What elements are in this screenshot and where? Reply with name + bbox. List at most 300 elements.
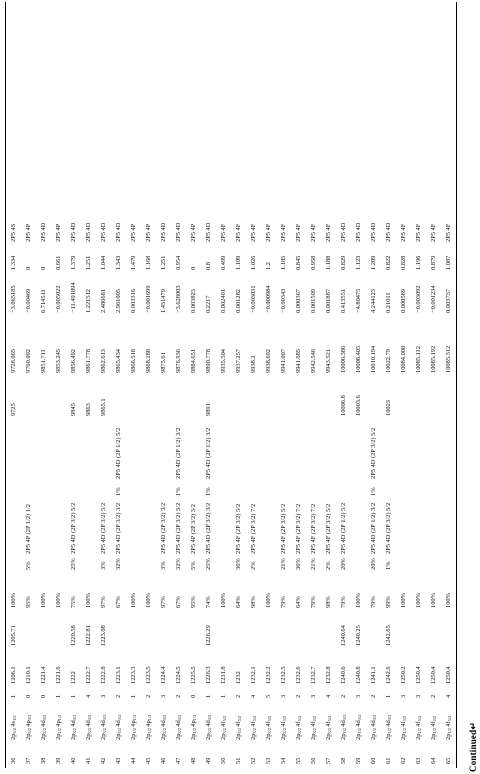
cell-j: 4 [445,694,452,698]
cell-j: 1 [205,694,212,698]
cell-j: 2 [145,694,152,698]
cell-label: 2P5 4P [130,223,137,242]
table-row [21,2,36,768]
table-row [441,2,456,768]
cell-index: 51 [235,757,242,764]
cell-configuration: $2p_{3/2}$ $4f_{5/2}$ [250,715,257,740]
table-row [186,2,201,768]
cell-weight-main: 100% [355,593,362,608]
cell-j: 3 [355,694,362,698]
table-row [381,2,396,768]
cell-energy-calc: 1232.7 [310,666,317,684]
cell-index: 55 [295,757,302,764]
table-row [111,2,126,768]
cell-energy-obs: 1222.81 [85,625,92,646]
cell-state-second: 2P5 4P (2P 1/2) 1/2 [25,504,32,554]
cell-index: 52 [250,757,257,764]
cell-state-third: 2P5 4D (2P 3/2) 5/2 [370,427,377,479]
cell-wavenumber-calc: 9941.685 [295,349,302,373]
cell-wavenumber-calc: 10084.008 [400,345,407,373]
cell-difference: 0.001887 [325,289,332,313]
cell-j: 4 [325,694,332,698]
cell-energy-calc: 1224.4 [160,666,167,684]
cell-label: 2P5 4F [220,223,227,242]
cell-state-second: 2P5 4D (2P 1/2) 5/2 [340,502,347,554]
cell-j: 0 [25,694,32,698]
cell-j: 0 [190,694,197,698]
cell-g-factor: 1.026 [250,255,257,270]
cell-weight-main: 100% [400,593,407,608]
cell-energy-calc: 1225.5 [190,666,197,684]
cell-energy-calc: 1232.5 [280,666,287,684]
cell-configuration: $2p_{1/2}$ $4d_{3/2}$ [385,714,392,740]
cell-difference: 2.961005 [115,289,122,313]
cell-energy-obs: 1220.58 [70,625,77,646]
cell-weight-main: 100% [445,593,452,608]
cell-weight-main: 79% [310,596,317,608]
cell-label: 2P5 4F [265,223,272,242]
table-row [276,2,291,768]
cell-configuration: $2p_{3/2}$ $4f_{5/2}$ [235,715,242,740]
cell-g-factor: 1.188 [325,255,332,270]
cell-weight-main: 100% [415,593,422,608]
cell-g-factor: 0.499 [220,255,227,270]
cell-configuration: $2p_{3/2}$ $4f_{5/2}$ [325,715,332,740]
cell-difference: −0.00343 [280,288,287,313]
cell-energy-obs: 1240.64 [340,625,347,646]
table-row [411,2,426,768]
cell-j: 2 [370,694,377,698]
cell-weight-second: 21% [280,558,287,570]
cell-wavenumber-obs: 10023 [385,400,392,416]
cell-j: 4 [250,694,257,698]
cell-g-factor: 0 [190,266,197,270]
cell-wavenumber-calc: 9728.065 [10,349,17,373]
cell-energy-calc: 1232.8 [325,666,332,684]
cell-configuration: $2p_{1/2}$ $4p_{1/2}$ [190,714,197,740]
table-row [51,2,66,768]
cell-state-second: 2P5 4F (2P 3/2) 5/2 [235,503,242,554]
cell-weight-main: 100% [265,593,272,608]
cell-difference: 0.413551 [340,289,347,313]
cell-energy-calc: 1222.7 [85,666,92,684]
cell-weight-main: 100% [130,593,137,608]
table-row [231,2,246,768]
cell-difference: −0.001234 [430,285,437,313]
cell-wavenumber-calc: 9938.692 [265,349,272,373]
table-row [126,2,141,768]
cell-difference: 2.486681 [100,289,107,313]
cell-energy-obs: 1205.71 [10,625,17,646]
table-row [81,2,96,768]
cell-index: 40 [70,757,77,764]
cell-index: 42 [100,757,107,764]
cell-index: 47 [175,757,182,764]
cell-configuration: $2p_{3/2}$ $4d_{3/2}$ [160,714,167,740]
cell-wavenumber-calc: 9942.546 [310,349,317,373]
cell-label: 2P5 4F [400,223,407,242]
cell-index: 65 [445,757,452,764]
cell-difference: 0.21011 [385,292,392,313]
table-row [201,2,216,768]
cell-wavenumber-calc: 10085.112 [415,346,422,373]
cell-weight-second: 2% [250,561,257,570]
cell-configuration: $2p_{5/2}$ $4s_{1/2}$ [10,715,17,740]
cell-j: 2 [295,694,302,698]
cell-wavenumber-obs: 9865.1 [100,398,107,416]
cell-j: 2 [235,694,242,698]
cell-index: 39 [55,757,62,764]
cell-difference: 6.714511 [40,289,47,313]
cell-energy-calc: 1223.3 [130,666,137,684]
cell-wavenumber-calc: 10085.192 [430,345,437,373]
cell-configuration: $2p_{3/2}$ $4d_{3/2}$ [70,714,77,740]
cell-wavenumber-obs: 9863 [85,403,92,416]
cell-wavenumber-calc: 9856.492 [70,349,77,373]
cell-weight-main: 100% [430,593,437,608]
cell-label: 2P5 4F [310,223,317,242]
cell-energy-calc: 1223.5 [145,666,152,684]
cell-energy-calc: 1224.5 [175,666,182,684]
cell-difference: −0.001699 [145,285,152,313]
cell-energy-calc: 1221.6 [55,666,62,684]
cell-j: 3 [310,694,317,698]
cell-wavenumber-calc: 10006.386 [340,345,347,373]
cell-wavenumber-calc: 9851.711 [40,349,47,373]
cell-j: 1 [130,694,137,698]
cell-wavenumber-calc: 9935.504 [220,349,227,373]
cell-weight-second: 32% [175,558,182,570]
cell-weight-second: 3% [160,561,167,570]
cell-wavenumber-calc: 9866.518 [130,349,137,373]
cell-j: 3 [100,694,107,698]
cell-configuration: $2p_{3/2}$ $4f_{5/2}$ [265,715,272,740]
cell-j: 3 [415,694,422,698]
cell-index: 44 [130,757,137,764]
cell-index: 50 [220,757,227,764]
cell-state-third: 2P5 4D (2P 1/2) 3/2 [175,427,182,479]
cell-g-factor: 1.087 [445,255,452,270]
cell-index: 63 [415,757,422,764]
cell-g-factor: 0.829 [340,255,347,270]
cell-g-factor: 1.334 [10,255,17,270]
cell-g-factor: 1.123 [355,255,362,270]
cell-difference: 0.003737 [445,289,452,313]
cell-energy-calc: 1206.1 [10,666,17,684]
cell-index: 53 [265,757,272,764]
table-row [141,2,156,768]
cell-state-second: 2P5 4F (2P 3/2) 7/2 [250,503,257,554]
cell-difference: 1.221512 [85,289,92,313]
cell-difference: −4.80475 [355,288,362,313]
cell-g-factor: 1.2 [265,262,272,270]
cell-configuration: $2p_{1/2}$ $4p_{1/2}$ [55,714,62,740]
cell-state-second: 2P5 4D (2P 3/2) 5/2 [175,502,182,554]
cell-index: 59 [355,757,362,764]
cell-energy-calc: 1240.6 [340,666,347,684]
cell-g-factor: 0 [25,266,32,270]
table-row [261,2,276,768]
cell-g-factor: 0.879 [430,255,437,270]
cell-configuration: $2p_{3/2}$ $4d_{3/2}$ [205,714,212,740]
cell-index: 41 [85,757,92,764]
cell-label: 2P5 4D [85,222,92,242]
cell-index: 54 [280,757,287,764]
cell-configuration: $2p_{3/2}$ $4d_{3/2}$ [115,714,122,740]
cell-label: 2P5 4P [145,223,152,242]
cell-index: 62 [400,757,407,764]
cell-state-second: 2P5 4D (2P 3/2) 3/2 [115,502,122,554]
cell-label: 2P5 4F [295,223,302,242]
cell-energy-calc: 1223.1 [115,666,122,684]
cell-label: 2P5 4F [250,223,257,242]
cell-j: 3 [400,694,407,698]
cell-j: 4 [85,694,92,698]
cell-weight-main: 100% [85,593,92,608]
cell-weight-main: 64% [235,596,242,608]
cell-wavenumber-calc: 9875.61 [160,352,167,373]
cell-difference: 0.002401 [220,289,227,313]
cell-label: 2P5 4D [370,222,377,242]
continued-header: Continued↵ [468,721,478,772]
cell-configuration: $2p_{1/2}$ $4d_{3/2}$ [370,714,377,740]
cell-g-factor: 1.251 [160,255,167,270]
cell-label: 2P5 4D [205,222,212,242]
cell-wavenumber-calc: 9884.651 [190,349,197,373]
cell-wavenumber-calc: 10008.405 [355,345,362,373]
table-row [366,2,381,768]
cell-configuration: $2p_{3/2}$ $4f_{5/2}$ [310,715,317,740]
cell-weight-main: 95% [25,596,32,608]
cell-state-second: 2P5 4D (2P 3/2) 5/2 [385,502,392,554]
table-row [306,2,321,768]
cell-weight-main: 98% [325,596,332,608]
cell-wavenumber-obs: 9845 [70,403,77,416]
cell-wavenumber-calc: 9760.092 [25,349,32,373]
cell-g-factor: 1.109 [235,255,242,270]
cell-configuration: $2p_{1/2}$ $4p_{1/2}$ [130,714,137,740]
cell-state-second: 2P5 4D (2P 3/2) 5/2 [70,502,77,554]
table-row [66,2,81,768]
cell-g-factor: 0.822 [385,255,392,270]
cell-label: 2P5 4S [10,223,17,242]
cell-wavenumber-obs: 9891 [205,403,212,416]
cell-wavenumber-calc: 9853.245 [55,349,62,373]
cell-configuration: $2p_{5/2}$ $4p_{3/2}$ [25,714,32,740]
table-row [321,2,336,768]
cell-difference: 0.000589 [400,289,407,313]
cell-g-factor: 0.845 [295,255,302,270]
cell-label: 2P5 4D [115,222,122,242]
cell-j: 5 [265,694,272,698]
cell-label: 2P5 4D [340,222,347,242]
cell-weight-second: 21% [310,558,317,570]
cell-j: 0 [40,694,47,698]
table-row [336,2,351,768]
cell-weight-second: 36% [295,558,302,570]
cell-wavenumber-obs: 10003.6 [355,395,362,416]
cell-label: 2P5 4D [160,222,167,242]
cell-wavenumber-calc: 9876.936 [175,349,182,373]
cell-g-factor: 0.8 [205,262,212,270]
cell-weight-second: 3% [100,561,107,570]
cell-weight-main: 97% [100,596,107,608]
cell-label: 2P5 4P [55,223,62,242]
table-row [426,2,441,768]
cell-energy-calc: 1241.1 [370,666,377,684]
cell-index: 58 [340,757,347,764]
cell-label: 2P5 4D [175,222,182,242]
cell-configuration: $2p_{1/2}$ $4d_{3/2}$ [340,714,347,740]
cell-difference: −0.003031 [250,285,257,313]
cell-difference: 0.001282 [235,289,242,313]
cell-difference: −0.003092 [415,285,422,313]
cell-weight-main: 100% [10,593,17,608]
cell-j: 1 [220,694,227,698]
cell-j: 1 [70,694,77,698]
cell-label: 2P5 4D [385,222,392,242]
cell-energy-obs: 1223.08 [100,625,107,646]
cell-g-factor: 0.828 [400,255,407,270]
cell-weight-second: 5% [190,561,197,570]
table-row [216,2,231,768]
cell-g-factor: 1.168 [145,255,152,270]
cell-weight-main: 97% [160,596,167,608]
cell-energy-calc: 1210.1 [25,666,32,684]
cell-energy-calc: 1221.4 [40,666,47,684]
cell-energy-calc: 1250.4 [415,666,422,684]
cell-wavenumber-calc: 10010.194 [370,345,377,373]
cell-index: 60 [370,757,377,764]
cell-state-second: 2P5 4F (2P 3/2) 5/2 [280,503,287,554]
cell-energy-calc: 1231.8 [220,666,227,684]
cell-j: 2 [430,694,437,698]
cell-energy-calc: 1240.8 [355,666,362,684]
cell-configuration: $2p_{3/2}$ $4d_{3/2}$ [40,714,47,740]
cell-label: 2P5 4F [325,223,332,242]
cell-weight-second: 5% [25,561,32,570]
table-row [171,2,186,768]
cell-configuration: $2p_{3/2}$ $4d_{3/2}$ [100,714,107,740]
cell-weight-main: 75% [70,596,77,608]
cell-configuration: $2p_{3/2}$ $4f_{5/2}$ [295,715,302,740]
table-row [246,2,261,768]
cell-energy-calc: 1232.2 [265,666,272,684]
cell-state-second: 2P5 4F (2P 3/2) 7/2 [310,503,317,554]
cell-j: 2 [175,694,182,698]
cell-index: 57 [325,757,332,764]
cell-g-factor: 1.251 [85,255,92,270]
cell-difference: 0.003316 [130,289,137,313]
cell-index: 64 [430,757,437,764]
cell-weight-second: 25% [205,558,212,570]
cell-weight-main: 79% [340,596,347,608]
cell-configuration: $2p_{1/2}$ $4d_{3/2}$ [355,714,362,740]
cell-j: 2 [340,694,347,698]
cell-label: 2P5 4D [40,222,47,242]
cell-energy-calc: 1242.6 [385,666,392,684]
cell-energy-calc: 1226.3 [205,666,212,684]
cell-g-factor: 1.044 [100,255,107,270]
cell-energy-calc: 1232.6 [295,666,302,684]
cell-configuration: $2p_{3/2}$ $4f_{5/2}$ [280,715,287,740]
cell-state-third: 2P5 4D (2P 1/2) 5/2 [115,427,122,479]
cell-energy-calc: 1232.1 [250,666,257,684]
cell-weight-second: 20% [370,558,377,570]
cell-g-factor: 1.343 [115,255,122,270]
table-row [36,2,51,768]
cell-energy-obs: 1242.65 [385,625,392,646]
cell-configuration: $2p_{1/2}$ $4f_{5/2}$ [400,715,407,740]
cell-wavenumber-calc: 9941.007 [280,349,287,373]
cell-j: 3 [280,694,287,698]
cell-index: 43 [115,757,122,764]
cell-wavenumber-calc: 9862.613 [100,349,107,373]
cell-difference: 0.2217 [205,295,212,313]
cell-configuration: $2p_{1/2}$ $4p_{1/2}$ [145,714,152,740]
cell-label: 2P5 4F [430,223,437,242]
cell-difference: −3.628003 [175,285,182,313]
cell-energy-calc: 1250.2 [400,666,407,684]
cell-wavenumber-calc: 9868.288 [145,349,152,373]
cell-g-factor: 0.958 [310,255,317,270]
cell-index: 37 [25,757,32,764]
cell-g-factor: 1.196 [415,255,422,270]
cell-difference: 1.451479 [160,289,167,313]
cell-weight-main: 67% [175,596,182,608]
cell-weight-main: 67% [115,596,122,608]
cell-index: 61 [385,757,392,764]
cell-weight-main: 64% [295,596,302,608]
cell-difference: 0.000367 [295,289,302,313]
cell-index: 49 [205,757,212,764]
cell-weight-third: 1% [205,487,212,496]
cell-wavenumber-calc: 9943.521 [325,349,332,373]
table-row [6,2,21,768]
cell-state-second: 2P5 4D (2P 1/2) 3/2 [370,502,377,554]
cell-wavenumber-obs: 10006.8 [340,395,347,416]
cell-wavenumber-obs: 9725 [10,403,17,416]
cell-wavenumber-calc: 10022.79 [385,349,392,373]
cell-index: 48 [190,757,197,764]
cell-state-third: 2P5 4D (2P 1/2) 3/2 [205,427,212,479]
table-bottom-rule [456,2,457,768]
cell-weight-second: 20% [340,558,347,570]
cell-label: 2P5 4D [355,222,362,242]
cell-weight-main: 99% [385,596,392,608]
cell-energy-obs: 1226.29 [205,625,212,646]
cell-state-second: 2P5 4D (2P 3/2) 5/2 [100,502,107,554]
cell-weight-main: 79% [280,596,287,608]
cell-state-second: 2P5 4P (2P 3/2) 3/2 [190,504,197,554]
cell-label: 2P5 4D [100,222,107,242]
cell-energy-calc: 1222 [70,671,77,684]
table-row [396,2,411,768]
cell-wavenumber-calc: 9937.257 [235,349,242,373]
cell-weight-main: 79% [370,596,377,608]
cell-configuration: $2p_{3/2}$ $4d_{3/2}$ [85,714,92,740]
cell-wavenumber-calc: 10085.312 [445,345,452,373]
cell-weight-third: 1% [115,487,122,496]
cell-weight-main: 100% [145,593,152,608]
cell-label: 2P5 4F [445,223,452,242]
cell-g-factor: 1.379 [70,255,77,270]
cell-difference: −0.005022 [55,285,62,313]
cell-g-factor: 1.479 [130,255,137,270]
cell-g-factor: 1.185 [280,255,287,270]
cell-difference: 0.003823 [190,289,197,313]
cell-index: 46 [160,757,167,764]
